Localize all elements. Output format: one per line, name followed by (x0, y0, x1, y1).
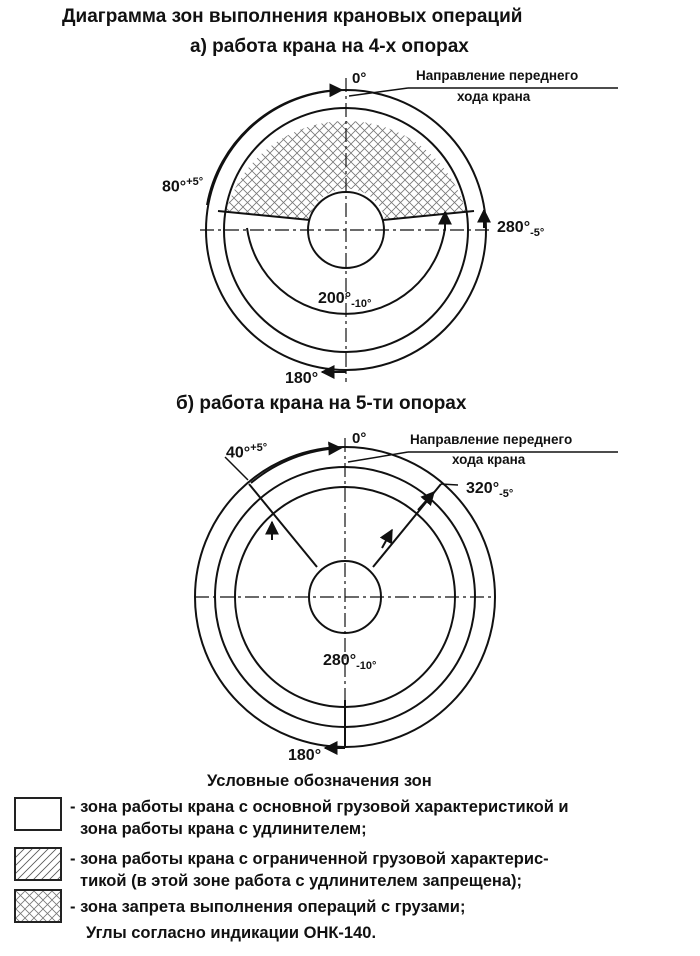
diagram-a-direction-line2: хода крана (457, 89, 531, 104)
diagram-a-angle-left-sup: +5° (186, 176, 204, 188)
diagram-a-angle-right-sub: -5° (530, 227, 545, 240)
diagram-b-angle-right (466, 480, 513, 500)
diagram-b-angle-right-sub: -5° (499, 488, 514, 501)
diagram-b (195, 438, 618, 748)
legend-note: Углы согласно индикации ОНК-140. (86, 924, 377, 942)
diagram-a-angle-bottom-sub: -10° (351, 298, 372, 311)
legend-item-2-line1: - зона работы крана с ограниченной грузовой характерис- (70, 850, 549, 868)
legend-swatch-hatched (14, 847, 62, 881)
diagram-b-angle-bottom (323, 652, 376, 672)
diagram-a (200, 78, 618, 382)
diagram-a-angle-bottom-main: 200° (318, 290, 352, 307)
diagram-a-angle-left (162, 176, 203, 196)
diagram-b-angle-180: 180° (288, 747, 322, 764)
diagram-b-angle-bottom-sub: -10° (356, 660, 377, 673)
legend-item-1-line2: зона работы крана с удлинителем; (80, 820, 367, 838)
diagram-a-angle-right-main: 280° (497, 219, 531, 236)
legend-item-1-line1: - зона работы крана с основной грузовой характеристикой и (70, 798, 569, 816)
diagram-a-direction-line1: Направление переднего (416, 68, 579, 83)
legend-title: Условные обозначения зон (207, 772, 432, 790)
diagram-b-direction-line1: Направление переднего (410, 432, 573, 447)
diagram-b-direction-line2: хода крана (452, 452, 526, 467)
diagram-a-subtitle: а) работа крана на 4-х опорах (190, 36, 469, 57)
diagram-a-angle-right (497, 219, 544, 239)
legend-item-2-line2: тикой (в этой зоне работа с удлинителем запрещена); (80, 872, 523, 890)
page-title: Диаграмма зон выполнения крановых операций (62, 6, 523, 27)
diagram-b-angle-left-main: 40° (226, 444, 251, 462)
legend-swatch-crosshatched (14, 889, 62, 923)
diagram-a-angle-left-main: 80° (162, 178, 187, 196)
legend-item-3-line1: - зона запрета выполнения операций с грузами; (70, 898, 466, 916)
diagram-b-angle-left (226, 442, 267, 462)
diagram-b-zero-label: 0° (352, 430, 367, 447)
diagram-a-angle-180: 180° (285, 370, 319, 387)
legend-item-3 (70, 896, 465, 918)
diagram-a-zero-label: 0° (352, 70, 367, 87)
diagram-b-angle-bottom-main: 280° (323, 652, 357, 669)
legend-swatch-blank (14, 797, 62, 831)
diagram-a-angle-bottom (318, 290, 371, 310)
diagram-b-angle-left-sup: +5° (250, 442, 268, 454)
legend-item-2 (70, 848, 549, 892)
diagram-b-subtitle: б) работа крана на 5-ти опорах (176, 393, 467, 414)
diagram-b-angle-right-main: 320° (466, 480, 500, 497)
legend-item-1 (70, 796, 569, 840)
